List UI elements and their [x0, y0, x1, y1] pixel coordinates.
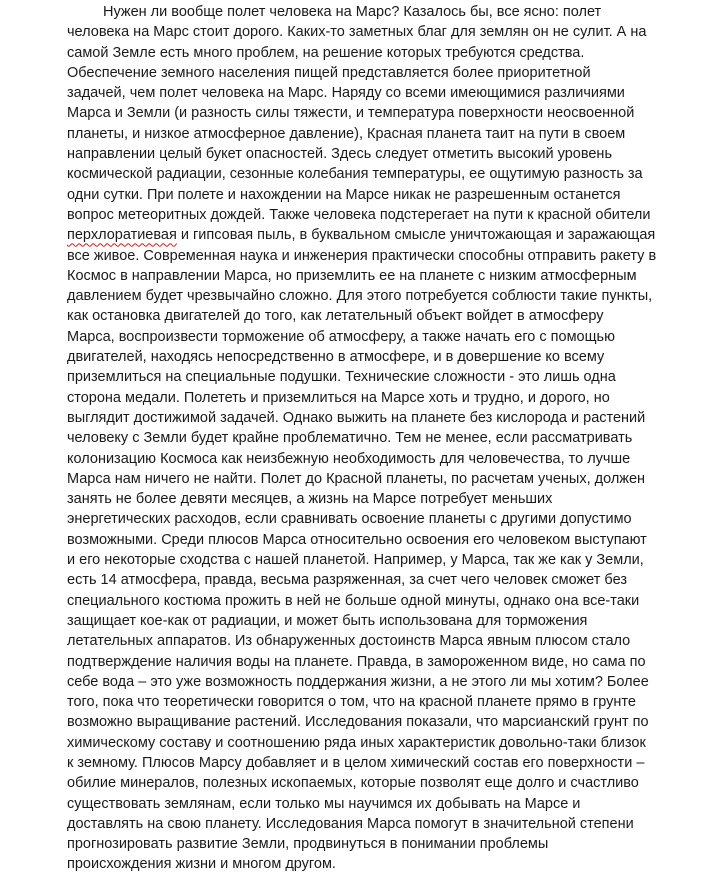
text-line: сторона медали. Полететь и приземлиться на Марсе хоть и трудно, и дорого, но	[67, 389, 610, 406]
text-line: себе вода – это уже возможность поддержания жизни, а не этого ли мы хотим? Более	[67, 673, 649, 690]
document-text	[67, 2, 707, 875]
text-line: приземлиться на специальные подушки. Технические сложности - это лишь одна	[67, 369, 616, 386]
text-line: как остановка двигателей до того, как летательный объект войдет в атмосферу	[67, 308, 604, 325]
text-line: человека на Марс стоит дорого. Каких-то заметных благ для землян он не сулит. А на	[67, 24, 647, 41]
text-line: двигателей, находясь непосредственно в атмосфере, и в довершение ко всему	[67, 349, 605, 366]
text-line: обилие минералов, полезных ископаемых, которые позволят еще долго и счастливо	[67, 775, 639, 792]
text-line: есть 14 атмосфера, правда, весьма разряженная, за счет чего человек сможет без	[67, 572, 627, 589]
text-line: вопрос метеоритных дождей. Также человека подстерегает на пути к красной обители	[67, 206, 651, 223]
text-line: колонизацию Космоса как неизбежную необходимость для человечества, то лучше	[67, 450, 631, 467]
text-line: и его некоторые сходства с нашей планетой. Например, у Марса, так же как у Земли,	[67, 552, 644, 569]
text-line: Марса, воспроизвести торможение об атмосферу, а также начать его с помощью	[67, 328, 615, 345]
text-line: прогнозировать развитие Земли, продвинуться в понимании проблемы	[67, 836, 549, 853]
text-line	[67, 225, 707, 245]
text-line: Обеспечение земного населения пищей представляется более приоритетной	[67, 64, 591, 81]
text-line: занять не более девяти месяцев, а жизнь на Марсе потребует меньших	[67, 491, 553, 508]
text-line: энергетических расходов, если сравнивать освоение планеты с другими допустимо	[67, 511, 632, 528]
text-line: подтверждение наличия воды на планете. Правда, в замороженном виде, но сама по	[67, 653, 646, 670]
text-line: выглядит достижимой задачей. Однако выжить на планете без кислорода и растений	[67, 409, 646, 426]
text-line: возможно выращивание растений. Исследования показали, что марсианский грунт по	[67, 714, 649, 731]
text-line: происхождения жизни и многом другом.	[67, 856, 336, 873]
text-line: Космос в направлении Марса, но приземлить ее на планете с низким атмосферным	[67, 267, 637, 284]
text-line: задачей, чем полет человека на Марс. Наряду со всеми имеющимися различиями	[67, 85, 625, 102]
text-line: Марса нам ничего не найти. Полет до Красной планеты, по расчетам ученых, должен	[67, 470, 646, 487]
text-line: химическому составу и соотношению ряда иных характеристик довольно-таки близок	[67, 734, 646, 751]
text-line: одни сутки. При полете и нахождении на Марсе никак не разрешенным останется	[67, 186, 621, 203]
text-line: человеку с Земли будет крайне проблематично. Тем не менее, если рассматривать	[67, 430, 633, 447]
text-line: самой Земле есть много проблем, на решение которых требуются средства.	[67, 44, 585, 61]
text-line: космической радиации, сезонные колебания температуры, ее ощутимую разность за	[67, 166, 643, 183]
misspelled-word[interactable]: перхлоратиевая	[67, 227, 177, 244]
text-line: направлении целый букет опасностей. Здесь следует отметить высокий уровень	[67, 146, 612, 163]
text-line: Нужен ли вообще полет человека на Марс? Казалось бы, все ясно: полет	[103, 4, 602, 20]
text-line: защищает кое-как от радиации, и может быть использована для торможения	[67, 612, 588, 629]
text-line: возможными. Среди плюсов Марса относительно освоения его человеком выступают	[67, 531, 647, 548]
text-line: давлением будет чрезвычайно сложно. Для этого потребуется соблюсти такие пункты,	[67, 288, 653, 305]
text-line: существовать землянам, если только мы научимся их добывать на Марсе и	[67, 795, 581, 812]
text-line: летательных аппаратов. Из обнаруженных достоинств Марса явным плюсом стало	[67, 633, 631, 650]
text-line: все живое. Современная наука и инженерия практически способны отправить ракету в	[67, 247, 657, 264]
text-line: того, пока что теоретически говорится о том, что на красной планете прямо в грунте	[67, 694, 636, 711]
text-line: к земному. Плюсов Марсу добавляет и в целом химический состав его поверхности –	[67, 754, 645, 771]
text-line: специального костюма прожить в ней не больше одной минуты, однако она все-таки	[67, 592, 640, 609]
text-line: Марса и Земли (и разность силы тяжести, и температура поверхности неосвоенной	[67, 105, 635, 122]
text-line-rest: и гипсовая пыль, в буквальном смысле уничтожающая и заражающая	[176, 227, 656, 244]
text-line: доставлять на свою планету. Исследования Марса помогут в значительной степени	[67, 815, 634, 832]
text-line: планеты, и низкое атмосферное давление), Красная планета таит на пути в своем	[67, 125, 626, 142]
